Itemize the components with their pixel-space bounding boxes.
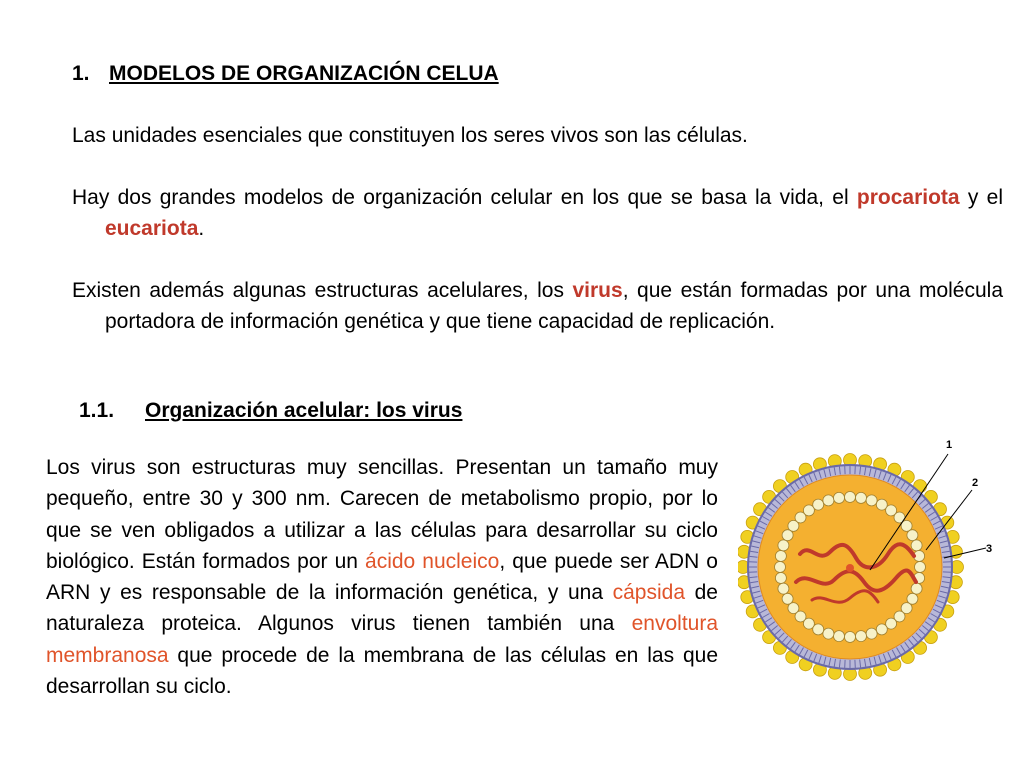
section-title: MODELOS DE ORGANIZACIÓN CELUA xyxy=(109,62,499,85)
capsomere xyxy=(915,562,926,573)
figure-label-3: 3 xyxy=(986,543,993,555)
capsomere xyxy=(911,583,922,594)
capsomere xyxy=(845,492,856,503)
capsomere xyxy=(778,583,789,594)
capsomere xyxy=(775,573,786,584)
section-number: 1. xyxy=(72,62,90,85)
capsomere xyxy=(813,499,824,510)
capsomere xyxy=(907,530,918,541)
paragraph-cells: Las unidades esenciales que constituyen los seres vivos son las células. xyxy=(72,124,748,147)
subsection-title: Organización acelular: los virus xyxy=(145,399,463,422)
capsomere xyxy=(782,593,793,604)
term-envoltura: envoltura membranosa xyxy=(46,612,718,667)
term-virus: virus xyxy=(572,279,623,302)
capsomere xyxy=(866,628,877,639)
capsomere xyxy=(856,492,867,503)
term-eucariota: eucariota xyxy=(105,216,199,240)
capsomere xyxy=(775,551,786,562)
subsection-number: 1.1. xyxy=(79,399,115,422)
term-procariota: procariota xyxy=(856,186,960,209)
figure-label-1: 1 xyxy=(946,439,953,451)
capsomere xyxy=(845,632,856,643)
paragraph-acellular: Existen además algunas estructuras acelulares, los virus, que están formadas por una molécula portadora de información genética y que tiene capacidad de replicación. xyxy=(72,279,1003,333)
term-acido-nucleico: ácido nucleico xyxy=(365,549,500,573)
capsomere xyxy=(866,495,877,506)
paragraph-models: Hay dos grandes modelos de organización celular en los que se basa la vida, el procariota y el eucariota. xyxy=(72,186,1004,240)
capsomere xyxy=(823,628,834,639)
capsomere xyxy=(911,540,922,551)
term-capsida: cápsida xyxy=(612,581,686,605)
capsomere xyxy=(778,540,789,551)
nucleic-acid-node xyxy=(846,564,854,572)
capsomere xyxy=(834,492,845,503)
capsomere xyxy=(856,631,867,642)
figure-label-2: 2 xyxy=(972,477,979,489)
subsection-heading xyxy=(79,399,462,423)
virus-diagram xyxy=(738,432,1000,682)
capsomere xyxy=(834,631,845,642)
virus-description: Los virus son estructuras muy sencillas. Presentan un tamaño muy pequeño, entre 30 y 300 nm. Carecen de metabolismo propio, por lo que se ven obligados a utilizar a las células para desarrollar su ciclo biológico. Están formados por un ácido nucleico, que puede ser ADN o ARN y es responsable de la información genética, y una cápsida de naturaleza proteica. Algunos virus tienen también una envoltura membranosa que procede de la membrana de las células en las que desarrollan su ciclo. xyxy=(46,456,718,699)
capsomere xyxy=(823,495,834,506)
capsomere xyxy=(775,562,786,573)
section-heading xyxy=(72,62,499,86)
capsomere xyxy=(876,624,887,635)
